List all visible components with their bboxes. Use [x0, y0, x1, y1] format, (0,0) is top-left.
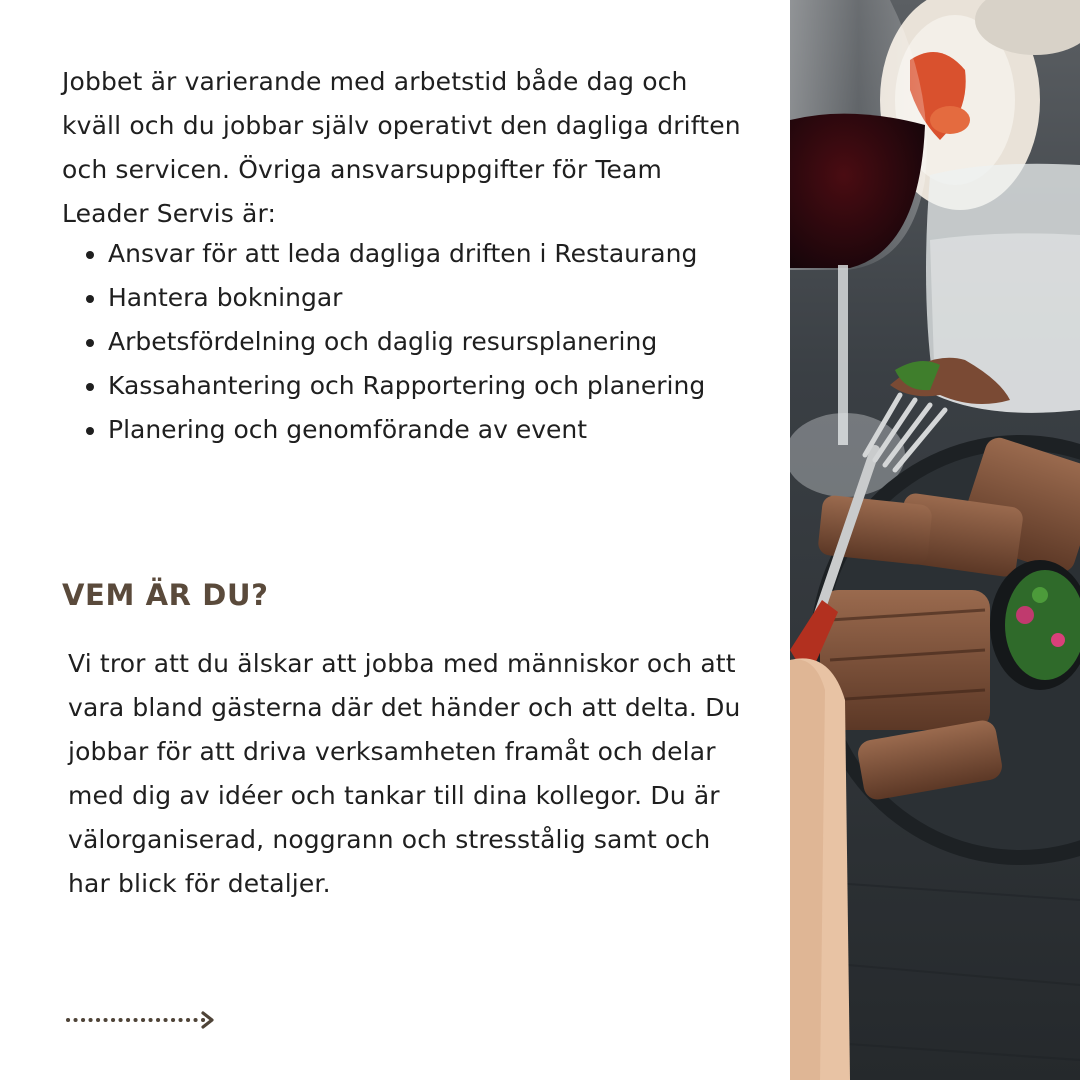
- duty-item: • Kassahantering och Rapportering och planering: [108, 364, 768, 408]
- restaurant-dinner-photo: [790, 0, 1080, 1080]
- about-paragraph: Vi tror att du älskar att jobba med människor och att vara bland gästerna där det händer och att delta. Du jobbar för att driva verksamheten framåt och delar med dig av idéer och tankar till dina kollegor. Du är välorganiserad, noggrann och stresstålig samt och har blick för detaljer.: [68, 649, 741, 898]
- duty-item: • Hantera bokningar: [108, 276, 768, 320]
- photo-illustration: [790, 0, 1080, 1080]
- duties-list: [62, 232, 768, 452]
- duty-item: • Arbetsfördelning och daglig resursplanering: [108, 320, 768, 364]
- dotted-arrow-icon[interactable]: [66, 1008, 226, 1032]
- intro-paragraph: Jobbet är varierande med arbetstid både dag och kväll och du jobbar själv operativt den dagliga driften och servicen. Övriga ansvarsuppgifter för Team Leader Servis är:: [62, 67, 741, 228]
- duty-item: • Ansvar för att leda dagliga driften i Restaurang: [108, 232, 768, 276]
- section-title: VEM ÄR DU?: [62, 578, 269, 612]
- duty-item: • Planering och genomförande av event: [108, 408, 768, 452]
